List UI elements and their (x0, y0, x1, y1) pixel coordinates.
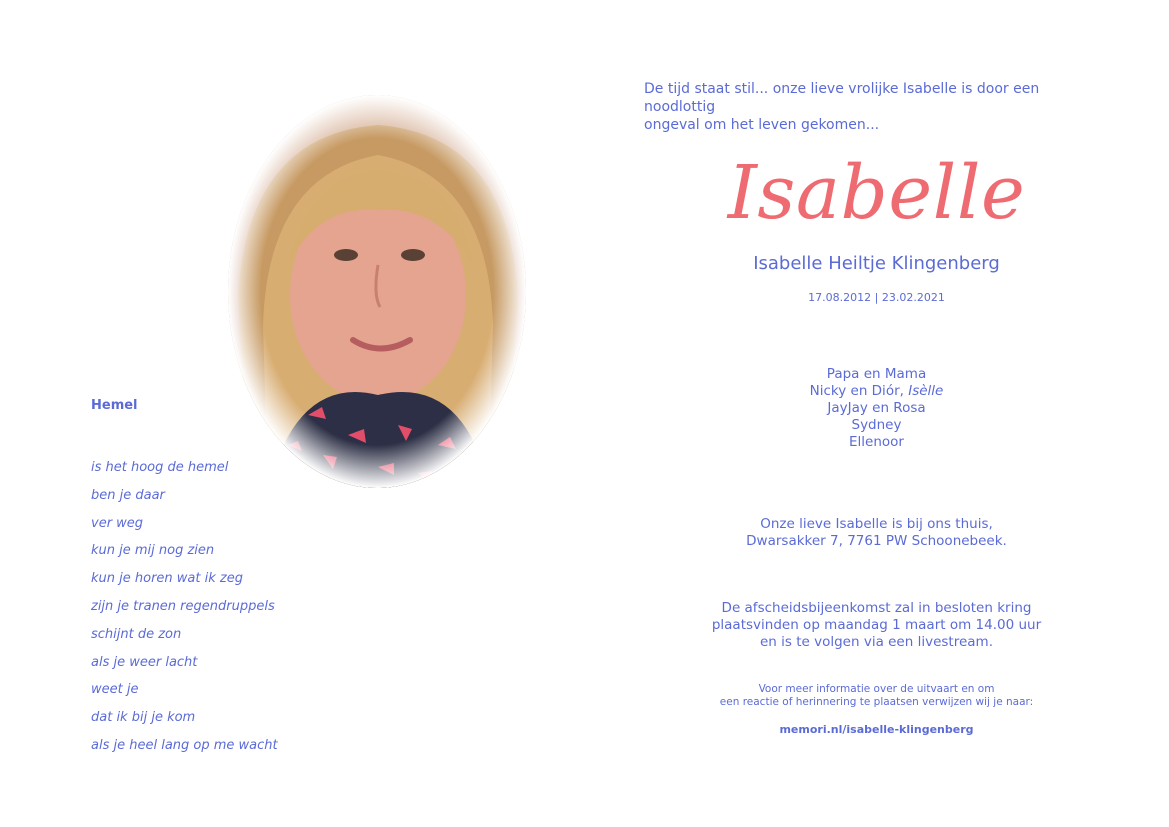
poem-line: ben je daar (91, 487, 165, 503)
poem-line: ver weg (91, 515, 144, 531)
poem-line: weet je (91, 682, 139, 698)
poem-line: is het hoog de hemel (91, 460, 229, 475)
info-line: een reactie of herinnering te plaatsen verwijzen wij je naar: (719, 696, 1034, 708)
family-line (584, 383, 1169, 400)
family-list (584, 366, 1169, 451)
poem-line: schijnt de zon (91, 626, 182, 642)
poem-line: dat ik bij je kom (91, 710, 196, 726)
left-page (0, 0, 584, 827)
home-line: Onze lieve Isabelle is bij ons thuis, (760, 516, 993, 532)
poem-line: kun je mij nog zien (91, 543, 215, 559)
home-line: Dwarsakker 7, 7761 PW Schoonebeek. (746, 533, 1007, 549)
info-line: Voor meer informatie over de uitvaart en om (758, 683, 995, 695)
info-text (584, 683, 1169, 709)
poem-line: als je weer lacht (91, 654, 198, 670)
farewell-line: plaatsvinden op maandag 1 maart om 14.00 uur (711, 617, 1042, 633)
family-line-text: Nicky en Diór, (809, 383, 909, 399)
portrait-photo (228, 95, 526, 488)
farewell-notice (584, 600, 1169, 651)
farewell-line: en is te volgen via een livestream. (759, 634, 993, 650)
right-page (584, 0, 1169, 827)
home-address (584, 516, 1169, 550)
intro-line: ongeval om het leven gekomen... (644, 117, 880, 133)
poem (91, 454, 278, 760)
portrait-illustration (228, 95, 526, 488)
memorial-link[interactable]: memori.nl/isabelle-klingenberg (779, 723, 974, 736)
poem-title: Hemel (91, 398, 138, 413)
family-line: JayJay en Rosa (827, 400, 926, 416)
family-line: Ellenoor (849, 434, 904, 450)
family-line: Papa en Mama (826, 366, 927, 382)
poem-line: als je heel lang op me wacht (91, 737, 278, 753)
poem-line: kun je horen wat ik zeg (91, 571, 243, 587)
life-dates: 17.08.2012 | 23.02.2021 (808, 291, 945, 304)
intro-text (644, 80, 1114, 134)
farewell-line: De afscheidsbijeenkomst zal in besloten kring (721, 600, 1032, 616)
poem-line: zijn je tranen regendruppels (91, 598, 275, 614)
intro-line: De tijd staat stil... onze lieve vrolijke Isabelle is door een noodlottig (644, 81, 1040, 115)
full-name: Isabelle Heiltje Klingenberg (753, 253, 1000, 274)
script-name-title: Isabelle (727, 150, 1026, 236)
family-line: Sydney (851, 417, 902, 433)
family-line-italic: Isèlle (908, 383, 944, 399)
